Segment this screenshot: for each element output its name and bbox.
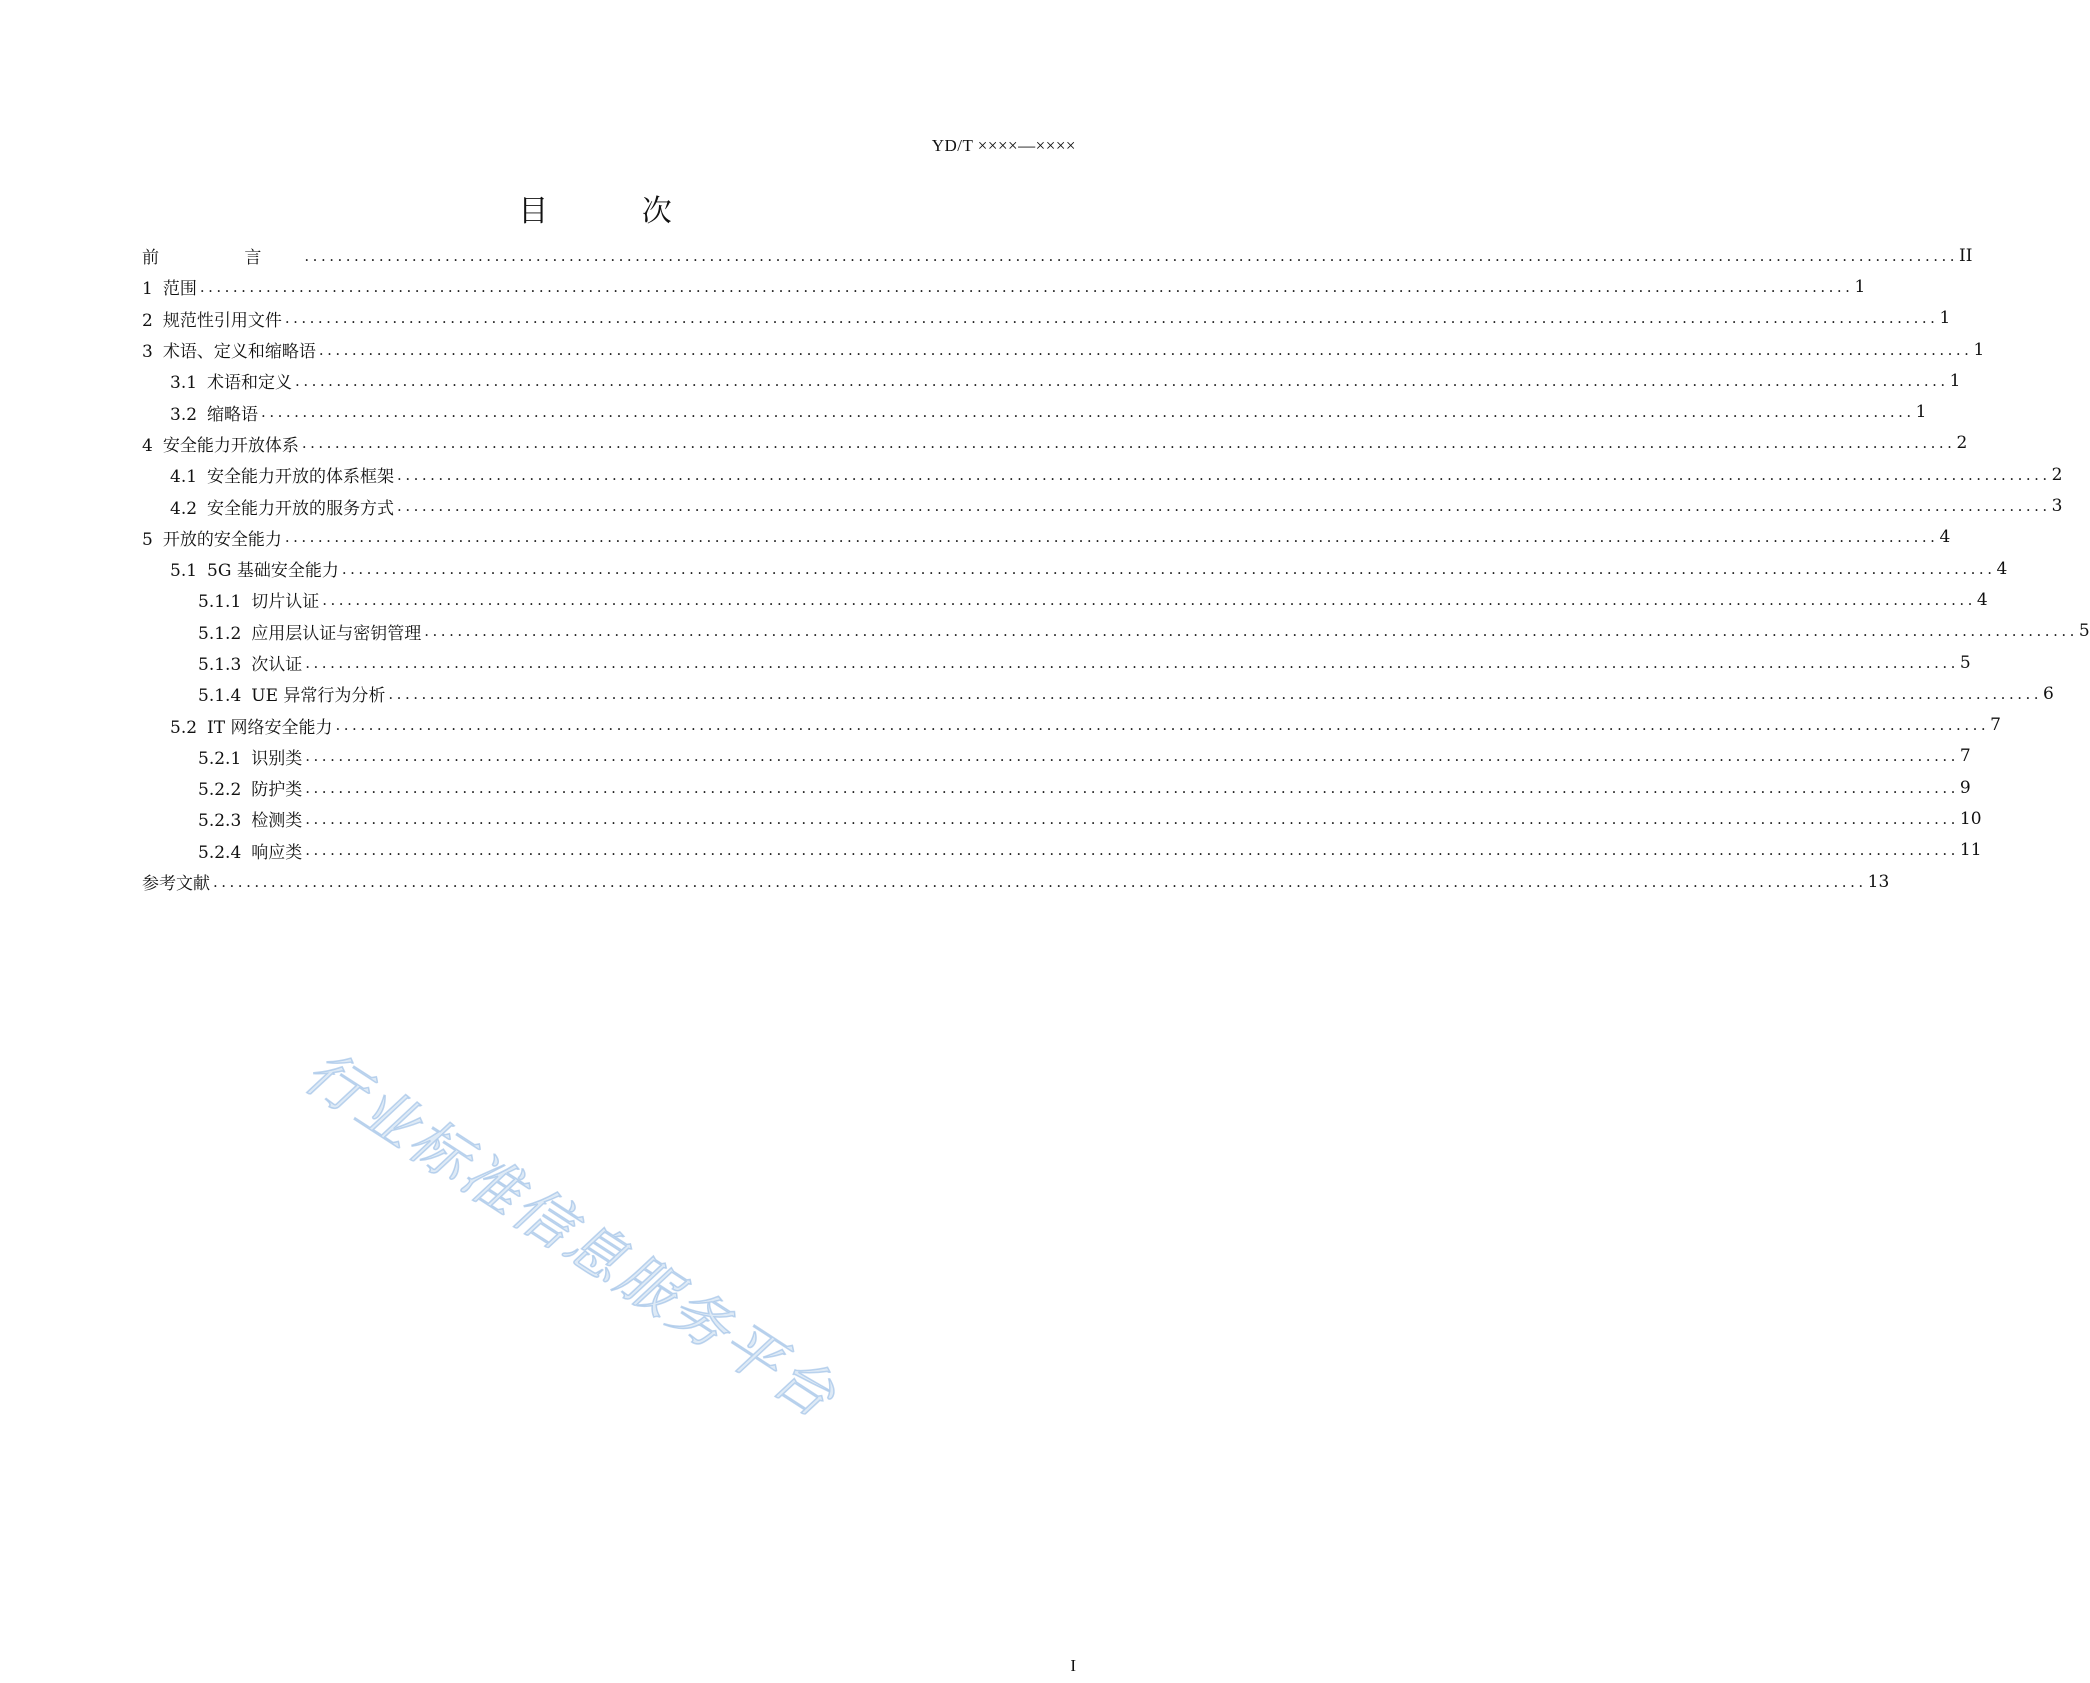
toc-entry[interactable] bbox=[142, 803, 1982, 834]
toc-entry-title: 前 言 bbox=[142, 248, 302, 269]
toc-entry-title: 开放的安全能力 bbox=[162, 529, 282, 550]
toc-entry[interactable] bbox=[142, 365, 1961, 396]
toc-entry-label bbox=[198, 838, 302, 863]
table-of-contents bbox=[142, 240, 2090, 897]
toc-entry[interactable] bbox=[142, 271, 1866, 302]
toc-entry-number: 5.2.4 bbox=[198, 842, 242, 863]
toc-entry-title: 应用层认证与密钥管理 bbox=[251, 623, 422, 644]
toc-entry-number: 4.1 bbox=[170, 467, 198, 488]
dot-leader: ........................................................................................................................................................................................................ bbox=[213, 872, 1867, 891]
dot-leader: ........................................................................................................................................................................................................ bbox=[424, 622, 2078, 641]
toc-entry-page: 1 bbox=[1854, 276, 1866, 297]
toc-entry[interactable] bbox=[142, 616, 2090, 647]
toc-entry[interactable] bbox=[142, 709, 2001, 740]
toc-entry[interactable] bbox=[142, 553, 2008, 584]
toc-entry-title: 识别类 bbox=[251, 748, 303, 769]
toc-entry-title: 响应类 bbox=[251, 842, 303, 863]
toc-entry[interactable] bbox=[142, 428, 1968, 459]
toc-entry-number: 3 bbox=[142, 342, 153, 363]
toc-entry-page: 3 bbox=[2051, 496, 2063, 517]
toc-entry-page: 11 bbox=[1959, 840, 1982, 861]
toc-entry-label bbox=[198, 619, 421, 644]
toc-entry-number: 5.2 bbox=[170, 717, 198, 738]
toc-entry-number: 5.1 bbox=[170, 561, 198, 582]
dot-leader: ........................................................................................................................................................................................................ bbox=[397, 497, 2051, 516]
toc-entry[interactable] bbox=[142, 835, 1982, 866]
toc-entry-label bbox=[142, 274, 197, 299]
toc-entry-title: 防护类 bbox=[251, 780, 303, 801]
toc-entry-title: 安全能力开放的服务方式 bbox=[207, 498, 395, 519]
toc-entry-page: 2 bbox=[1956, 433, 1968, 454]
dot-leader: ........................................................................................................................................................................................................ bbox=[335, 716, 1990, 735]
toc-entry-page: 1 bbox=[1973, 339, 1985, 360]
dot-leader: ........................................................................................................................................................................................................ bbox=[261, 403, 1915, 422]
toc-entry-title: UE 异常行为分析 bbox=[251, 686, 386, 707]
toc-entry-number: 4 bbox=[142, 435, 153, 456]
toc-entry-number: 5.2.3 bbox=[198, 811, 242, 832]
toc-entry-label bbox=[198, 681, 385, 706]
page-title: 目 次 bbox=[518, 194, 714, 229]
toc-entry-label bbox=[198, 775, 302, 800]
dot-leader: ........................................................................................................................................................................................................ bbox=[388, 684, 2043, 703]
dot-leader: ........................................................................................................................................................................................................ bbox=[284, 309, 1939, 328]
toc-entry-page: 9 bbox=[1959, 777, 1971, 798]
toc-entry-page: 1 bbox=[1949, 370, 1961, 391]
toc-entry[interactable] bbox=[142, 303, 1951, 334]
toc-entry-page: 7 bbox=[1990, 715, 2001, 736]
toc-entry-title: 检测类 bbox=[251, 811, 303, 832]
toc-entry-page: 5 bbox=[1959, 652, 1971, 673]
toc-entry-label bbox=[198, 587, 319, 612]
toc-entry[interactable] bbox=[142, 490, 2063, 521]
toc-entry-label bbox=[142, 869, 210, 894]
toc-entry[interactable] bbox=[142, 522, 1951, 553]
toc-entry-page: 7 bbox=[1959, 746, 1971, 767]
toc-entry-title: 术语和定义 bbox=[207, 373, 293, 394]
toc-entry-title: 范围 bbox=[162, 279, 197, 300]
toc-entry-label bbox=[170, 462, 394, 487]
dot-leader: ........................................................................................................................................................................................................ bbox=[305, 747, 1959, 766]
toc-entry-title: 规范性引用文件 bbox=[162, 310, 282, 331]
dot-leader: ........................................................................................................................................................................................................ bbox=[199, 277, 1854, 296]
dot-leader: ........................................................................................................................................................................................................ bbox=[304, 246, 1959, 265]
dot-leader: ........................................................................................................................................................................................................ bbox=[305, 778, 1959, 797]
toc-entry[interactable] bbox=[142, 240, 1973, 271]
watermark: 行业标准信息服务平台 bbox=[292, 1037, 850, 1433]
page-number: I bbox=[1070, 1656, 1076, 1675]
dot-leader: ........................................................................................................................................................................................................ bbox=[305, 809, 1959, 828]
toc-entry-label bbox=[198, 744, 302, 769]
toc-entry-title: 参考文献 bbox=[142, 874, 210, 895]
toc-entry-number: 5.2.2 bbox=[198, 780, 242, 801]
toc-entry-page: 4 bbox=[1976, 589, 1988, 610]
dot-leader: ........................................................................................................................................................................................................ bbox=[301, 434, 1956, 453]
toc-entry-page: 1 bbox=[1939, 308, 1951, 329]
toc-entry-page: 6 bbox=[2043, 683, 2054, 704]
dot-leader: ........................................................................................................................................................................................................ bbox=[322, 590, 1976, 609]
toc-entry-number: 5 bbox=[142, 529, 153, 550]
dot-leader: ........................................................................................................................................................................................................ bbox=[305, 653, 1959, 672]
dot-leader: ........................................................................................................................................................................................................ bbox=[295, 371, 1949, 390]
toc-entry-number: 5.2.1 bbox=[198, 748, 242, 769]
dot-leader: ........................................................................................................................................................................................................ bbox=[397, 465, 2051, 484]
toc-entry-title: 缩略语 bbox=[207, 404, 259, 425]
dot-leader: ........................................................................................................................................................................................................ bbox=[284, 528, 1939, 547]
toc-entry-number: 1 bbox=[142, 279, 153, 300]
toc-entry-title: 次认证 bbox=[251, 655, 303, 675]
toc-entry-title: 安全能力开放的体系框架 bbox=[207, 467, 395, 488]
dot-leader: ........................................................................................................................................................................................................ bbox=[341, 559, 1996, 578]
toc-entry-number: 5.1.4 bbox=[198, 686, 242, 707]
toc-entry-number: 2 bbox=[142, 310, 153, 331]
toc-entry-title: 术语、定义和缩略语 bbox=[162, 342, 316, 363]
toc-entry-label bbox=[170, 368, 292, 393]
toc-entry-label bbox=[170, 400, 258, 425]
toc-entry[interactable] bbox=[142, 678, 2054, 709]
toc-entry-label bbox=[142, 431, 299, 456]
toc-entry-label bbox=[170, 713, 333, 738]
toc-entry-page: 4 bbox=[1996, 558, 2008, 579]
toc-entry-number: 3.1 bbox=[170, 373, 198, 394]
toc-entry-number: 4.2 bbox=[170, 498, 198, 519]
toc-entry[interactable] bbox=[142, 459, 2063, 490]
toc-entry-title: IT 网络安全能力 bbox=[207, 717, 333, 738]
toc-entry[interactable] bbox=[142, 741, 1971, 772]
toc-entry[interactable] bbox=[142, 866, 1890, 897]
toc-entry-page: 1 bbox=[1915, 402, 1927, 423]
toc-entry[interactable] bbox=[142, 647, 1971, 678]
toc-entry-label bbox=[142, 337, 316, 362]
toc-entry[interactable] bbox=[142, 334, 1985, 365]
toc-entry[interactable] bbox=[142, 396, 1927, 427]
toc-entry[interactable] bbox=[142, 584, 1988, 615]
toc-entry-label bbox=[142, 243, 301, 268]
toc-entry-page: 4 bbox=[1939, 527, 1951, 548]
toc-entry-label bbox=[198, 650, 302, 675]
toc-entry-page: 13 bbox=[1867, 871, 1890, 892]
toc-entry-number: 3.2 bbox=[170, 404, 198, 425]
toc-entry-number: 5.1.1 bbox=[198, 592, 242, 613]
toc-entry-page: 5 bbox=[2078, 621, 2090, 642]
toc-entry-page: II bbox=[1959, 245, 1973, 266]
toc-entry-label bbox=[170, 494, 394, 519]
toc-entry[interactable] bbox=[142, 772, 1971, 803]
toc-entry-label bbox=[142, 306, 282, 331]
toc-entry-label bbox=[170, 556, 339, 581]
toc-entry-label bbox=[142, 525, 282, 550]
document-code: YD/T ××××—×××× bbox=[931, 136, 1076, 155]
dot-leader: ........................................................................................................................................................................................................ bbox=[305, 841, 1959, 860]
toc-entry-title: 切片认证 bbox=[251, 592, 320, 613]
toc-entry-title: 5G 基础安全能力 bbox=[207, 561, 339, 582]
toc-entry-number: 5.1.3 bbox=[198, 655, 242, 675]
toc-entry-page: 10 bbox=[1959, 808, 1982, 829]
toc-entry-number: 5.1.2 bbox=[198, 623, 242, 644]
toc-entry-title: 安全能力开放体系 bbox=[162, 435, 299, 456]
toc-entry-label bbox=[198, 806, 302, 831]
dot-leader: ........................................................................................................................................................................................................ bbox=[318, 340, 1973, 359]
toc-entry-page: 2 bbox=[2051, 464, 2063, 485]
